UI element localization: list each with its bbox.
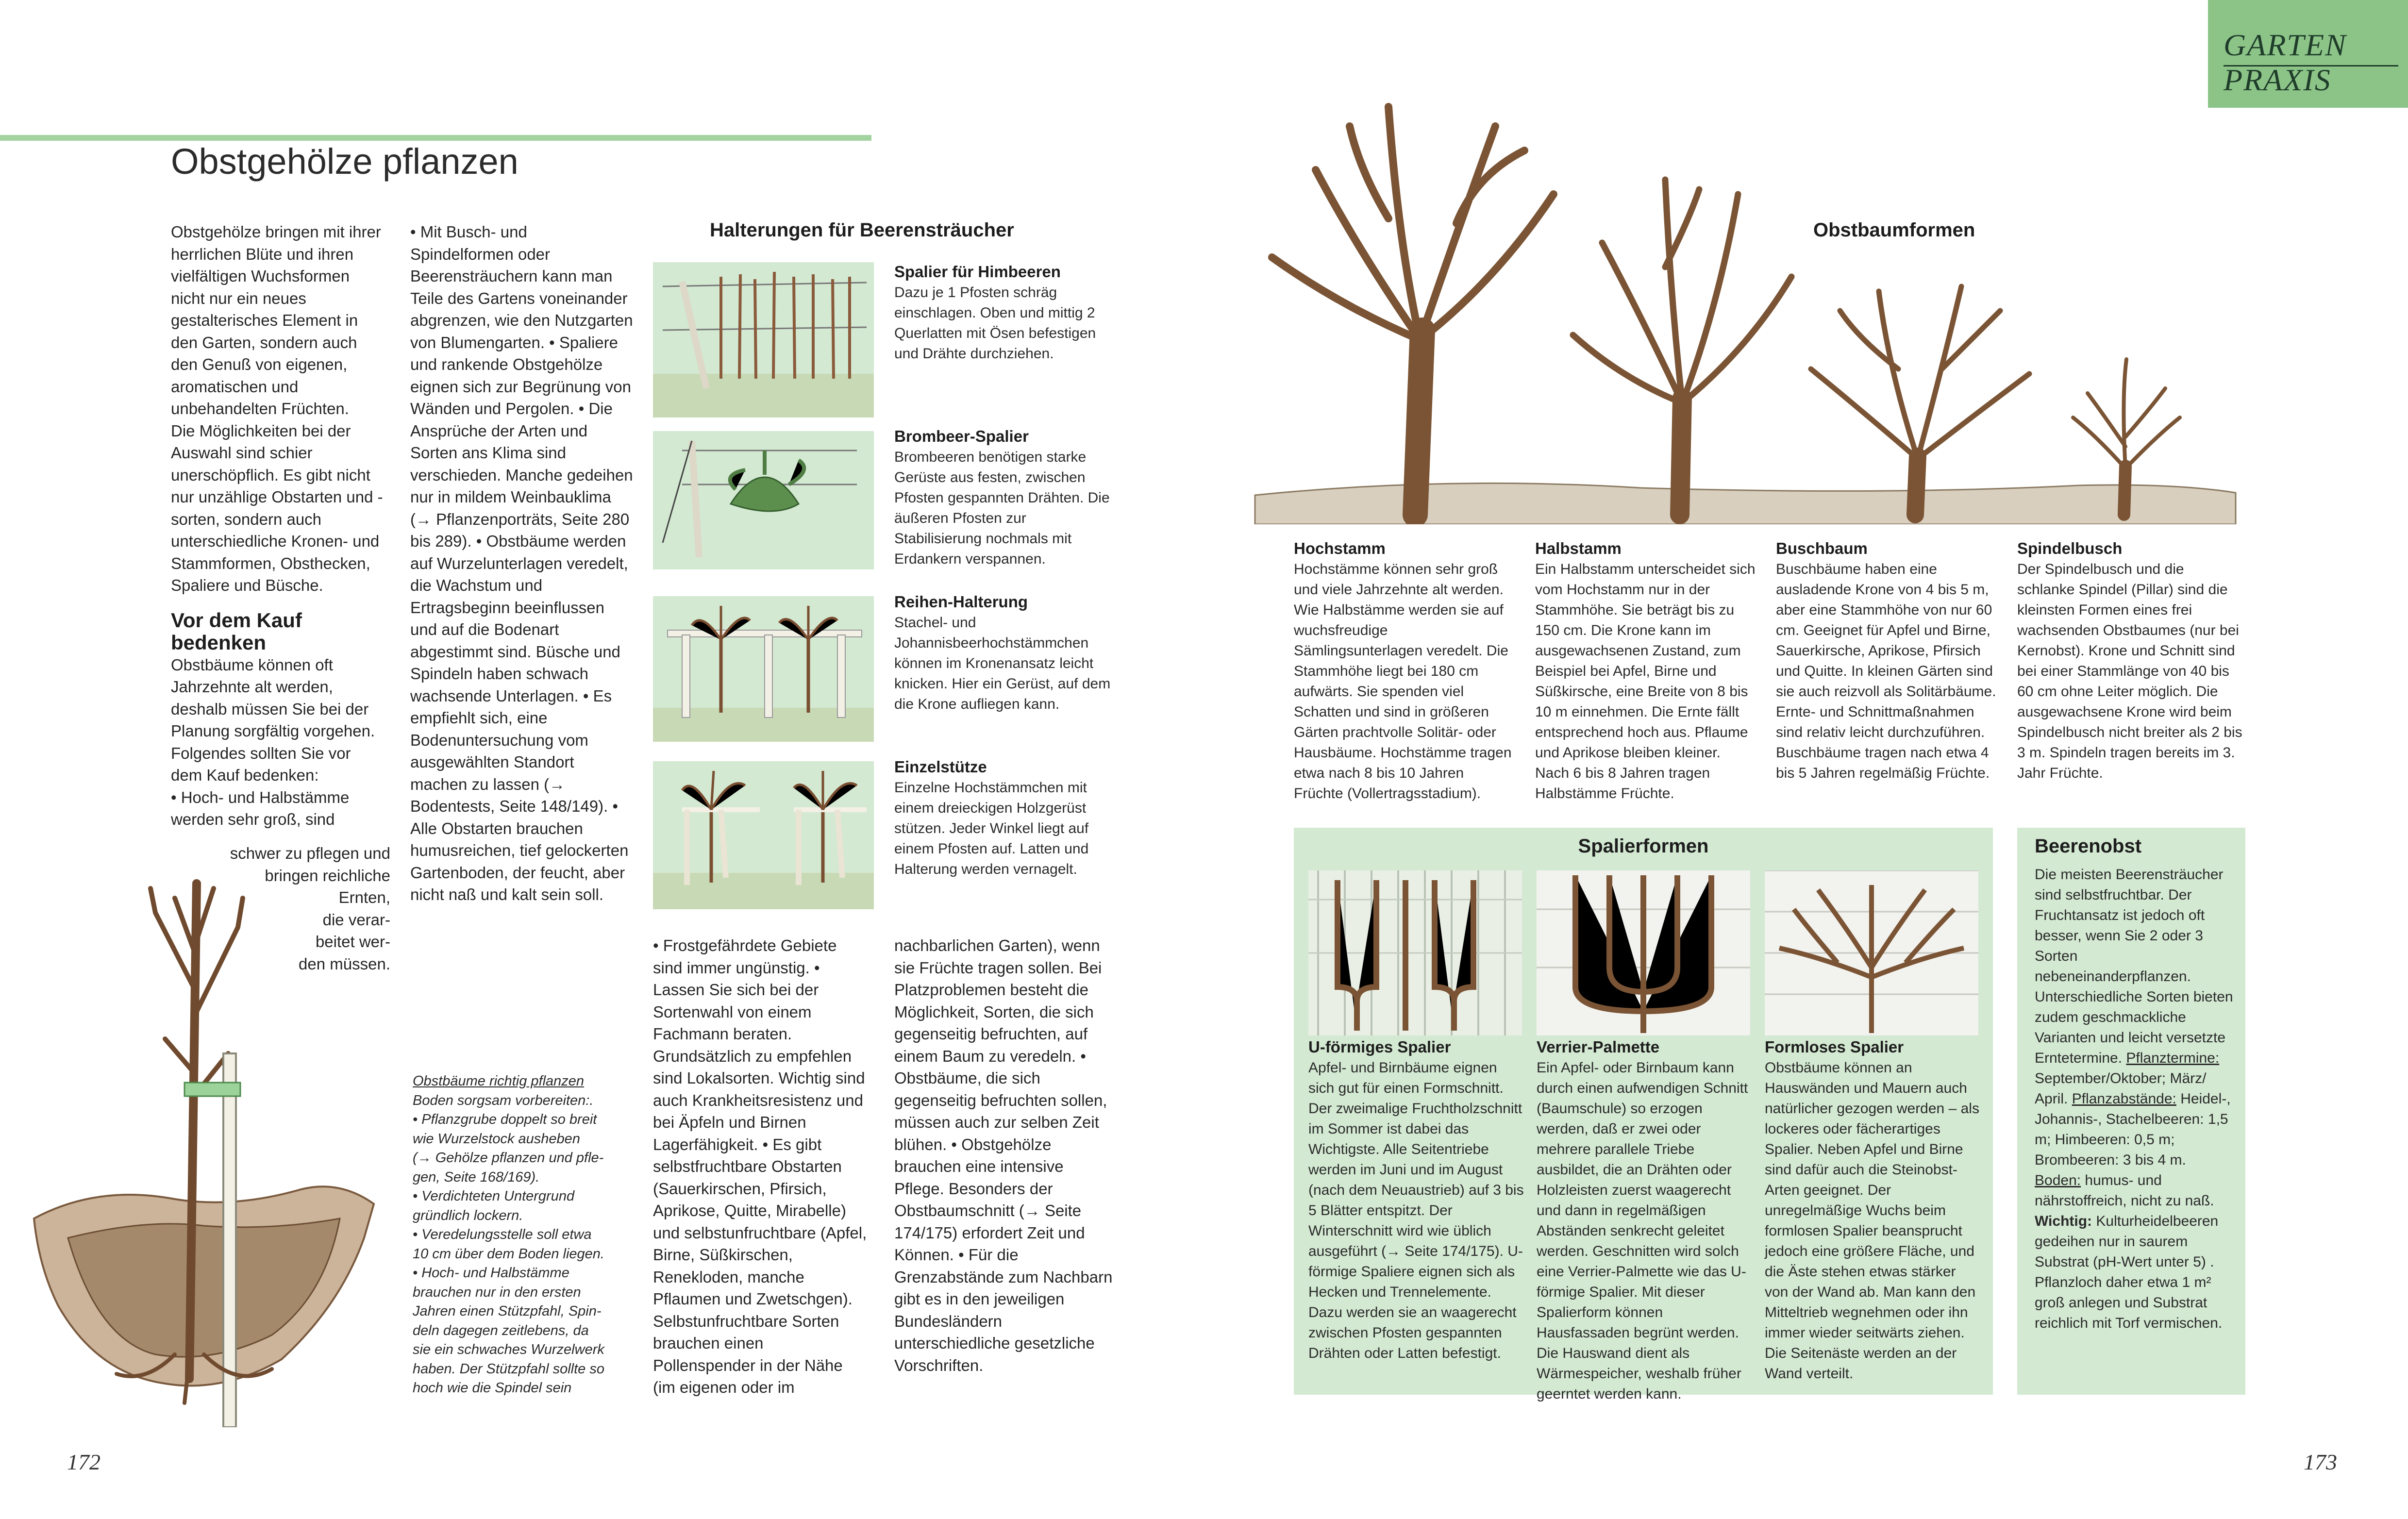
berry-caption-text: Einzelne Hochstämmchen mit einem dreieckigen Holzgerüst stützen. Jeder Winkel liegt auf einem Pfosten auf. Latten und Halterung werden vernagelt. bbox=[894, 780, 1089, 877]
tree-form-3 bbox=[1776, 538, 1999, 784]
single-support-illustration bbox=[653, 761, 874, 909]
berry-caption-title: Spalier für Himbeeren bbox=[894, 263, 1061, 281]
col1-heading: Vor dem Kauf bedenken bbox=[171, 608, 302, 654]
espalier-title: Verrier-Palmette bbox=[1537, 1038, 1660, 1056]
caption-line: hoch wie die Spindel sein bbox=[413, 1380, 572, 1396]
brand-block bbox=[2208, 0, 2408, 108]
title-rule bbox=[0, 135, 871, 141]
bullet-cont-line: beitet wer- bbox=[315, 933, 390, 951]
planting-illustration bbox=[29, 869, 379, 1427]
berry-caption-1 bbox=[894, 261, 1118, 364]
col3-text: • Frostgefährdete Gebiete sind immer ungünstig. • Lassen Sie sich bei der Sortenwahl von einem Fachmann beraten. Grundsätzlich zu empfehlen sind Lokalsorten. Wichtig sind auch Krankheitsresistenz und bei Äpfeln und Birnen Lagerfähigkeit. • Es gibt selbstfruchtbare Obstarten (Sauerkirschen, Pfirsich, Aprikose, Quitte, Mirabelle) und selbstunfruchtbare (Apfel, Birne, Süßkirschen, Renekloden, manche Pflaumen und Zwetschgen). Selbstunfruchtbare Sorten brauchen einen Pollenspender in der Nähe (im eigenen oder im bbox=[653, 936, 867, 1396]
col1-bullet1: • Hoch- und Halbstämme werden sehr groß, sind bbox=[171, 788, 350, 828]
col1-para2: Die Möglichkeiten bei der Auswahl sind schier unerschöpflich. Es gibt nicht nur unzählige Obstarten und -sorten, sondern auch unterschiedliche Kronen- und Stammformen, Obsthecken, Spaliere und Büsche. bbox=[171, 421, 383, 594]
caption-line: • Verdichteten Untergrund bbox=[413, 1188, 575, 1204]
caption-line: haben. Der Stützpfahl sollte so bbox=[413, 1361, 604, 1377]
bullet-cont-line: den müssen. bbox=[299, 954, 390, 973]
berry-caption-text: Stachel- und Johannisbeerhochstämmchen können im Kronenansatz leicht knicken. Hier ein Gerüst, auf dem die Krone aufliegen kann. bbox=[894, 615, 1111, 712]
col4-text: nachbarlichen Garten), wenn sie Früchte tragen sollen. Bei Platzproblemen besteht die Möglichkeit, Sorten, die sich gegenseitig befruchten, auf einem Baum zu veredeln. • Obstbäume, die sich gegenseitig befruchten sollen, müssen auch zur selben Zeit blühen. • Obstgehölze brauchen eine intensive Pflege. Besonders der Obstbaumschnitt (→ Seite 174/175) erfordert Zeit und Können. • Für die Grenzabstände zum Nachbarn gibt es in den jeweiligen Bundesländern unterschiedliche gesetzliche Vorschriften. bbox=[894, 936, 1113, 1374]
col4 bbox=[894, 935, 1118, 1376]
berry-caption-2 bbox=[894, 426, 1118, 569]
caption-line: Boden sorgsam vorbereiten:. bbox=[413, 1092, 594, 1108]
tree-form-text: Buschbäume haben eine ausladende Krone von 4 bis 5 m, aber eine Stammhöhe von nur 60 cm. Geeignet für Apfel und Birne, Sauerkirsche, Aprikose, Pfirsich und Quitte. In kleinen Gärten sind sie auch reizvoll als Solitärbäume. Ernte- und Schnittmaßnahmen sind relativ leicht durchzuführen. Buschbäume tragen nach etwa 4 bis 5 Jahren regelmäßig Früchte. bbox=[1776, 561, 1996, 781]
tree-form-1 bbox=[1294, 538, 1515, 804]
col1 bbox=[171, 221, 385, 831]
page-number-left: 172 bbox=[67, 1450, 100, 1474]
tree-form-text: Hochstämme können sehr groß und viele Jahrzehnte alt werden. Wie Halbstämme werden sie auf wuchsfreudige Sämlingsunterlagen veredelt. Die Stammhöhe liegt bei 180 cm aufwärts. Sie spenden viel Schatten und sind in größeren Gärten prachtvolle Solitär- oder Hausbäume. Hochstämme tragen etwa nach 8 bis 10 Jahren Früchte (Vollertragsstadium). bbox=[1294, 561, 1512, 801]
col1-para3: Obstbäume können oft Jahrzehnte alt werden, deshalb müssen Sie bei der Planung sorgfältig vorgehen. Folgendes sollten Sie vor dem Kauf bedenken: bbox=[171, 655, 375, 784]
berry-box-value-dates: September/Oktober; März/ April. bbox=[2035, 1070, 2207, 1107]
berry-box-value-soil: humus- und nährstoffreich, nicht zu naß. bbox=[2035, 1172, 2214, 1209]
formless-illustration bbox=[1765, 870, 1978, 1035]
caption-line: • Pflanzgrube doppelt so breit bbox=[413, 1112, 597, 1127]
tree-forms-illustration bbox=[1253, 97, 2238, 524]
berry-caption-text: Brombeeren benötigen starke Gerüste aus festen, zwischen Pfosten gespannten Drähten. Die äußeren Pfosten zur Stabilisierung nochmals mit Erdankern verspannen. bbox=[894, 449, 1110, 567]
caption-line: wie Wurzelstock ausheben bbox=[413, 1131, 580, 1147]
espalier-title: U-förmiges Spalier bbox=[1308, 1038, 1451, 1056]
tree-form-title: Hochstamm bbox=[1294, 539, 1386, 557]
berry-box-label-dates: Pflanztermine: bbox=[2126, 1050, 2220, 1066]
berry-caption-3 bbox=[894, 591, 1118, 715]
u-espalier-illustration bbox=[1308, 870, 1522, 1035]
espalier-box bbox=[1294, 828, 1993, 1402]
caption-line: (→ Gehölze pflanzen und pfle- bbox=[413, 1150, 604, 1166]
espalier-title: Formloses Spalier bbox=[1765, 1038, 1904, 1056]
berry-box-value-important: Kulturheidelbeeren gedeihen nur in saurem Substrat (pH-Wert unter 5) . Pflanzloch daher etwa 1 m² groß anlegen und Substrat reichlich mit Torf vermischen. bbox=[2035, 1213, 2223, 1331]
espalier-item-1 bbox=[1308, 1036, 1527, 1364]
col1-intro: Obstgehölze bringen mit ihrer herrlichen Blüte und ihren vielfältigen Wuchsformen nicht nur ein neues gestalterisches Element in den Garten, sondern auch den Genuß von eigenen, aromatischen und unbehandelten Früchten. bbox=[171, 223, 381, 417]
col2 bbox=[410, 221, 634, 906]
page-number-right: 173 bbox=[2304, 1450, 2337, 1474]
tree-form-4 bbox=[2017, 538, 2245, 784]
bullet-cont-line: Ernten, bbox=[338, 888, 390, 906]
espalier-text: Ein Apfel- oder Birnbaum kann durch einen aufwendigen Schnitt (Baumschule) so erzogen werden, daß er zwei oder mehrere parallele Triebe ausbildet, die an Drähten oder Holzleisten zuerst waagerecht und dann in regelmäßigen Abständen senkrecht geleitet werden. Geschnitten wird solch eine Verrier-Palmette wie das U-förmige Spalier. Mit dieser Spalierform können Hausfassaden begrünt werden. Die Hauswand dient als Wärmespeicher, weshalb früher geerntet werden kann. bbox=[1537, 1060, 1748, 1402]
berry-box-label-soil: Boden: bbox=[2035, 1172, 2081, 1188]
verrier-illustration bbox=[1537, 870, 1750, 1035]
berry-caption-text: Dazu je 1 Pfosten schräg einschlagen. Oben und mittig 2 Querlatten mit Ösen befestigen und Drähte durchziehen. bbox=[894, 284, 1096, 362]
espalier-heading: Spalierformen bbox=[1578, 835, 1709, 857]
caption-line: • Veredelungsstelle soll etwa bbox=[413, 1227, 592, 1242]
tree-forms-heading: Obstbaumformen bbox=[1813, 219, 1975, 241]
raspberry-illustration bbox=[653, 262, 874, 417]
berry-box bbox=[2017, 828, 2245, 1395]
tree-form-2 bbox=[1535, 538, 1756, 804]
tree-form-text: Ein Halbstamm unterscheidet sich vom Hochstamm nur in der Stammhöhe. Sie beträgt bis zu 150 cm. Die Krone kann im ausgewachsenen Zustand, zum Beispiel bei Apfel, Birne und Süßkirsche, eine Breite von 8 bis 10 m einnehmen. Die Ernte fällt entsprechend hoch aus. Pflaume und Aprikose bleiben kleiner. Nach 6 bis 8 Jahren tragen Halbstämme Früchte. bbox=[1535, 561, 1756, 801]
berry-caption-title: Reihen-Halterung bbox=[894, 593, 1028, 611]
berry-caption-title: Brombeer-Spalier bbox=[894, 427, 1029, 445]
row-support-illustration bbox=[653, 596, 874, 742]
berry-box-text bbox=[2035, 865, 2234, 1334]
espalier-item-2 bbox=[1537, 1036, 1755, 1404]
tree-form-text: Der Spindelbusch und die schlanke Spindel (Pillar) sind die kleinsten Formen eines frei wachsenden Obstbaumes (nur bei Kernobst). Krone und Schnitt sind bei einer Stammlänge von 40 bis 60 cm ohne Leiter möglich. Die ausgewachsene Krone wird beim Spindelbusch nicht breiter als 2 bis 3 m. Spindeln tragen bereits im 3. Jahr Früchte. bbox=[2017, 561, 2242, 781]
berry-box-value-spacing: Heidel-, Johannis-, Stachelbeeren: 1,5 m; Himbeeren: 0,5 m; Brombeeren: 3 bis 4 m. bbox=[2035, 1091, 2231, 1168]
col2-text: • Mit Busch- und Spindelformen oder Beerensträuchern kann man Teile des Gartens voneinander abgrenzen, wie den Nutzgarten von Blumengarten. • Spaliere und rankende Obstgehölze eignen sich zur Begrünung von Wänden und Pergolen. • Die Ansprüche der Arten und Sorten ans Klima sind verschieden. Manche gedeihen nur in mildem Weinbauklima (→ Pflanzenporträts, Seite 280 bis 289). • Obstbäume werden auf Wurzelunterlagen veredelt, die Wachstum und Ertragsbeginn beeinflussen und auf die Bodenart abgestimmt sind. Büsche und Spindeln haben schwach wachsende Unterlagen. • Es empfiehlt sich, eine Bodenuntersuchung vom ausgewählten Standort machen zu lassen (→ Bodentests, Seite 148/149). • Alle Obstarten brauchen humusreichen, tief gelockerten Gartenboden, der feucht, aber nicht naß und kalt sein soll. bbox=[410, 223, 633, 903]
col3 bbox=[653, 935, 869, 1399]
brand-line1: GARTEN bbox=[2224, 28, 2347, 62]
tree-form-title: Halbstamm bbox=[1535, 539, 1622, 557]
berries-heading: Halterungen für Beerensträucher bbox=[710, 219, 1014, 241]
caption-line: sie ein schwaches Wurzelwerk bbox=[413, 1342, 604, 1357]
bullet-cont-line: bringen reichliche bbox=[265, 866, 390, 885]
berry-box-heading: Beerenobst bbox=[2035, 835, 2142, 857]
caption-line: brauchen nur in den ersten bbox=[413, 1284, 581, 1300]
caption-line: 10 cm über dem Boden liegen. bbox=[413, 1246, 604, 1262]
caption-line: gen, Seite 168/169). bbox=[413, 1169, 540, 1185]
espalier-text: Obstbäume können an Hauswänden und Mauern auch natürlicher gezogen werden – als lockeres oder fächerartiges Spalier. Neben Apfel und Birne sind dafür auch die Steinobst-Arten geeignet. Der unregelmäßige Wuchs beim formlosen Spalier beansprucht jedoch eine größere Fläche, und die Äste stehen etwas stärker von der Wand ab. Man kann den Mitteltrieb wegnehmen oder ihn immer wieder seitwärts ziehen. Die Seitenäste werden an der Wand verteilt. bbox=[1765, 1060, 1979, 1382]
caption-line: gründlich lockern. bbox=[413, 1207, 523, 1223]
planting-caption-title: Obstbäume richtig pflanzen bbox=[413, 1073, 585, 1089]
espalier-item-3 bbox=[1765, 1036, 1983, 1384]
tree-form-title: Buschbaum bbox=[1776, 539, 1868, 557]
bullet-cont-line: die verar- bbox=[322, 910, 390, 929]
caption-line: Jahren einen Stützpfahl, Spin- bbox=[413, 1303, 602, 1319]
bullet-cont-line: schwer zu pflegen und bbox=[230, 844, 390, 862]
caption-line: • Hoch- und Halbstämme bbox=[413, 1265, 569, 1281]
page-title: Obstgehölze pflanzen bbox=[171, 141, 518, 182]
caption-line: deln dagegen zeitlebens, da bbox=[413, 1322, 589, 1338]
berry-box-label-spacing: Pflanzabstände: bbox=[2072, 1091, 2176, 1107]
brand-line2: PRAXIS bbox=[2224, 63, 2331, 97]
tree-form-title: Spindelbusch bbox=[2017, 539, 2123, 557]
berry-caption-title: Einzelstütze bbox=[894, 758, 987, 776]
blackberry-illustration bbox=[653, 431, 874, 569]
planting-caption bbox=[413, 1072, 631, 1398]
espalier-text: Apfel- und Birnbäume eignen sich gut für einen Formschnitt. Der zweimalige Fruchtholzschnitt im Sommer ist dabei das Wichtigste. Alle Seitentriebe werden im Juni und im August (nach dem Neuaustrieb) auf 3 bis 5 Blätter entspitzt. Der Winterschnitt wird wie üblich ausgeführt (→ Seite 174/175). U-förmige Spaliere eignen sich als Hecken und Trennelemente. Dazu werden sie an waagerecht zwischen Pfosten gespannten Drähten oder Latten befestigt. bbox=[1308, 1060, 1524, 1361]
berry-box-intro: Die meisten Beerensträucher sind selbstfruchtbar. Der Fruchtansatz ist jedoch oft besser, wenn Sie 2 oder 3 Sorten nebeneinanderpflanzen. Unterschiedliche Sorten bieten zudem geschmackliche Varianten und leicht versetzte Erntetermine. bbox=[2035, 867, 2233, 1066]
berry-box-label-important: Wichtig: bbox=[2035, 1213, 2092, 1229]
berry-caption-4 bbox=[894, 756, 1118, 880]
